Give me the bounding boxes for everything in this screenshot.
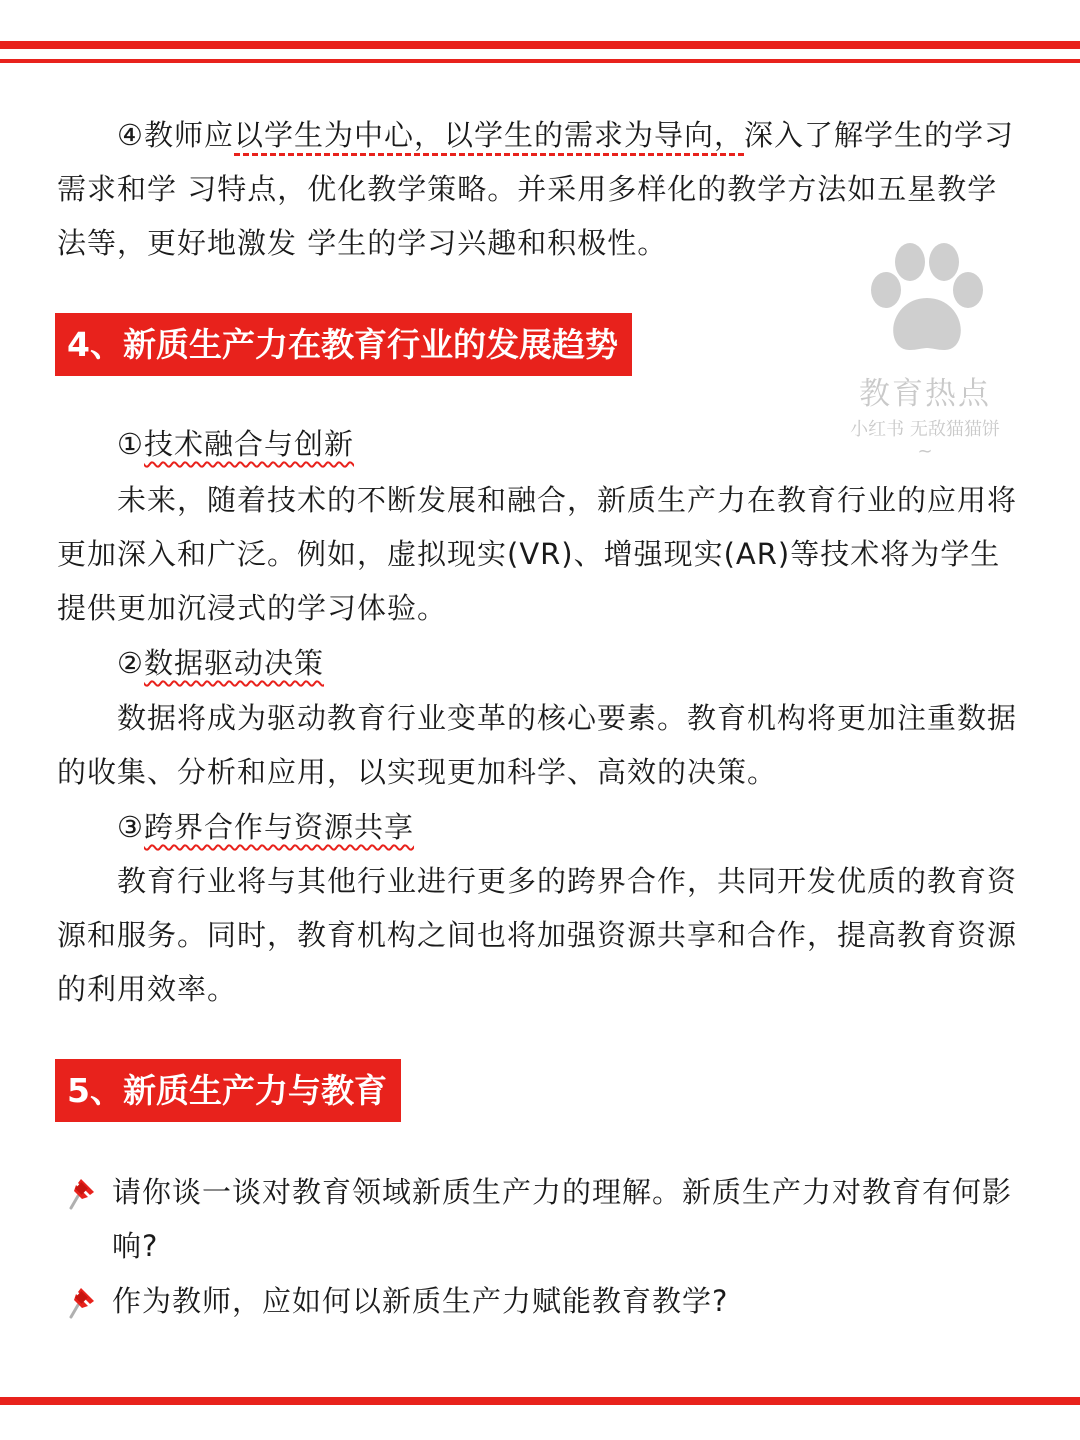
watermark-platform: 小红书 bbox=[850, 419, 905, 440]
section4-title-banner: 4、新质生产力在教育行业的发展趋势 bbox=[55, 313, 632, 376]
top-rule-thick bbox=[0, 41, 1080, 49]
watermark-title: 教育热点 bbox=[859, 376, 991, 412]
trend2-body: 数据将成为驱动教育行业变革的核心要素。教育机构将更加注重数据的收集、分析和应用，以实现更加科学、高效的决策。 bbox=[57, 701, 1018, 789]
trend3-body: 教育行业将与其他行业进行更多的跨界合作，共同开发优质的教育资源和服务。同时，教育机构之间也将加强资源共享和合作，提高教育资源的利用效率。 bbox=[57, 864, 1018, 1006]
section5-title-banner: 5、新质生产力与教育 bbox=[55, 1059, 401, 1122]
pushpin-icon bbox=[62, 1284, 98, 1320]
trend1-number: ① bbox=[117, 427, 144, 461]
trend1-heading-text: 技术融合与创新 bbox=[144, 427, 355, 461]
item4-highlight: 以学生为中心，以学生的需求为导向， bbox=[234, 118, 745, 152]
trend1-body: 未来，随着技术的不断发展和融合，新质生产力在教育行业的应用将更加深入和广泛。例如，虚拟现实(VR)、增强现实(AR)等技术将为学生提供更加沉浸式的学习体验。 bbox=[57, 483, 1018, 625]
trend3-number: ③ bbox=[117, 810, 144, 844]
pushpin-icon bbox=[62, 1175, 98, 1211]
watermark-sub bbox=[850, 415, 1000, 462]
trend2-heading bbox=[117, 636, 324, 690]
trend1-heading bbox=[117, 417, 354, 471]
question-item bbox=[62, 1165, 1027, 1273]
question-text: 作为教师，应如何以新质生产力赋能教育教学? bbox=[112, 1284, 729, 1318]
question-item bbox=[62, 1274, 1027, 1328]
trend3-heading-text: 跨界合作与资源共享 bbox=[144, 810, 415, 844]
paw-icon bbox=[860, 240, 990, 360]
watermark-author: 无敌猫猫饼~ bbox=[909, 419, 1000, 462]
trend3-heading bbox=[117, 800, 414, 854]
trend2-heading-text: 数据驱动决策 bbox=[144, 646, 325, 680]
question-text: 请你谈一谈对教育领域新质生产力的理解。新质生产力对教育有何影响? bbox=[112, 1175, 1013, 1263]
watermark bbox=[850, 240, 1000, 462]
top-rule-thin bbox=[0, 59, 1080, 63]
item4-marker: ④教师应 bbox=[117, 118, 234, 152]
item4-rest: 深入了解学生的学习需求和学 习特点，优化教学策略。并采用多样化的教学方法如五星教学法等，更好地激发 学生的学习兴趣和积极性。 bbox=[57, 118, 1015, 260]
bottom-rule bbox=[0, 1397, 1080, 1405]
trend2-number: ② bbox=[117, 646, 144, 680]
